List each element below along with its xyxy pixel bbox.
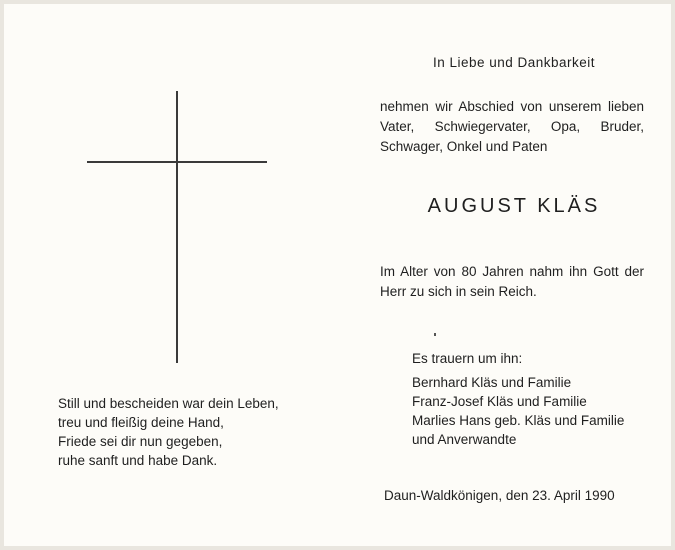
- place-date: Daun-Waldkönigen, den 23. April 1990: [384, 488, 615, 503]
- mourners-title: Es trauern um ihn:: [412, 351, 523, 366]
- poem-line: treu und fleißig deine Hand,: [58, 415, 224, 430]
- intro-line: Vater, Schwiegervater, Opa, Bruder,: [380, 119, 644, 134]
- print-speck: [434, 333, 436, 336]
- intro-line: Schwager, Onkel und Paten: [380, 139, 548, 154]
- mourners-list: [412, 349, 652, 449]
- mourner-line: Marlies Hans geb. Kläs und Familie: [412, 413, 625, 428]
- age-line: Im Alter von 80 Jahren nahm ihn Gott: [380, 264, 619, 279]
- intro-text: [380, 97, 644, 157]
- intro-line: nehmen wir Abschied von unserem lieben: [380, 99, 644, 114]
- poem: [58, 394, 328, 470]
- mourner-line: und Anverwandte: [412, 432, 517, 447]
- poem-line: ruhe sanft und habe Dank.: [58, 453, 218, 468]
- mourner-line: Franz-Josef Kläs und Familie: [412, 394, 587, 409]
- age-text: [380, 262, 644, 302]
- memorial-card: [4, 4, 671, 546]
- age-line: der Herr zu sich in sein Reich.: [380, 264, 644, 299]
- poem-line: Friede sei dir nun gegeben,: [58, 434, 223, 449]
- cross-icon: [176, 91, 178, 363]
- poem-line: Still und bescheiden war dein Leben,: [58, 396, 279, 411]
- mourner-line: Bernhard Kläs und Familie: [412, 375, 572, 390]
- deceased-name: AUGUST KLÄS: [427, 195, 601, 217]
- heading: In Liebe und Dankbarkeit: [432, 55, 596, 70]
- cross-icon-bar: [87, 161, 267, 163]
